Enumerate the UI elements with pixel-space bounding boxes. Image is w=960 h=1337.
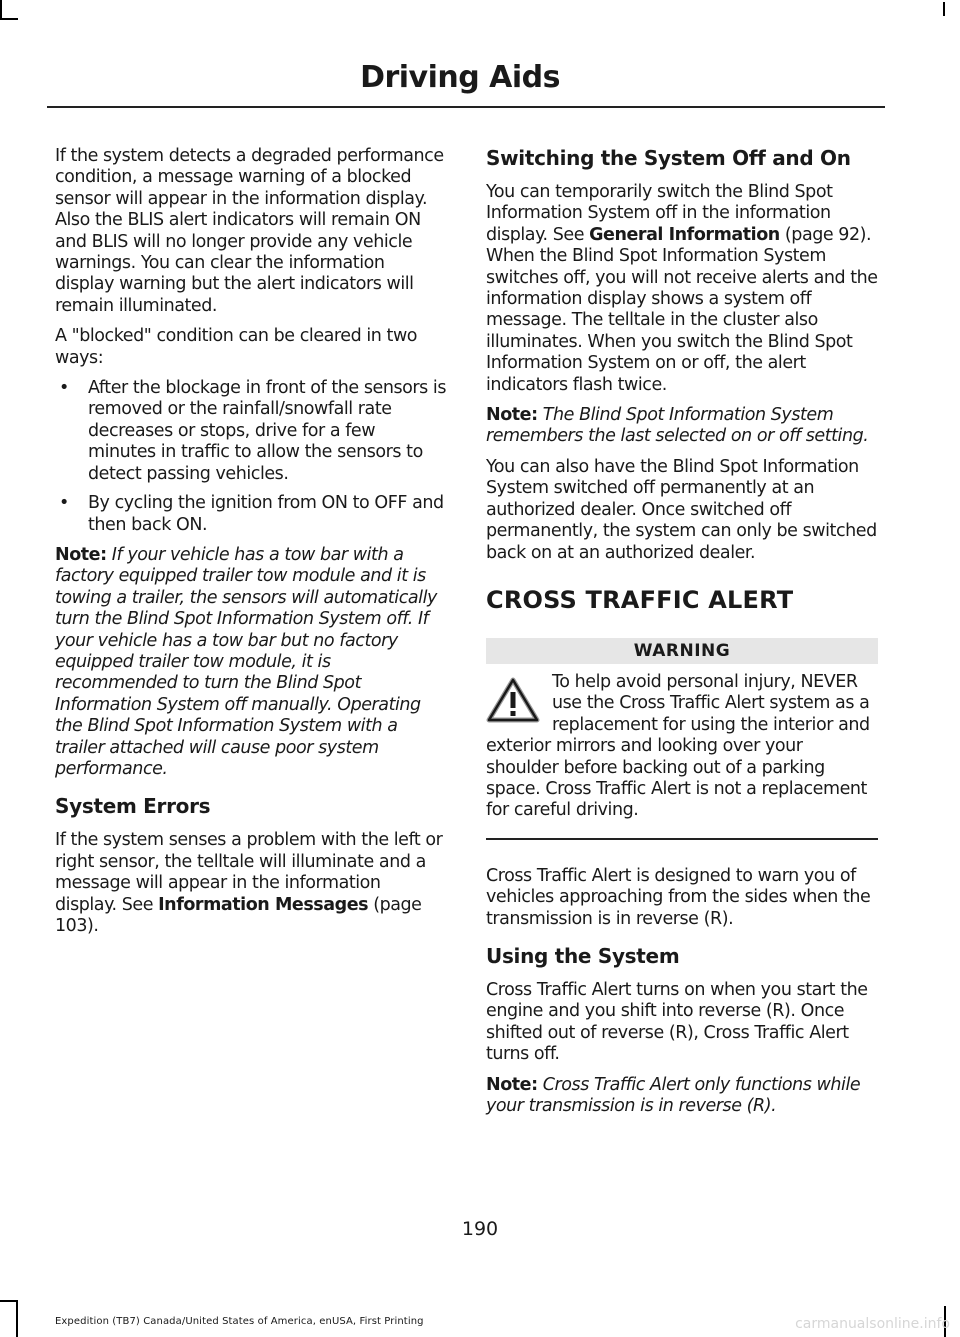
crop-mark (16, 1300, 18, 1337)
header-rule (47, 106, 885, 108)
bullet-icon: • (59, 493, 69, 514)
warning-rule (486, 838, 878, 840)
warning-body (486, 672, 878, 822)
note-text: The Blind Spot Information System remembers the last selected on or off setting. (486, 405, 869, 447)
note-text: Cross Traffic Alert only functions while your transmission is in reverse (R). (486, 1074, 861, 1116)
note-text: If your vehicle has a tow bar with a factory equipped trailer tow module and it is towing a trailer, the sensors will automatically turn the Blind Spot Information System off. If your vehicle has a tow bar but no factory equipped trailer tow module, it is recommended to turn the Blind Spot Information System off manually. Operating the Blind Spot Information System with a trailer attached will cause poor system performance. (55, 544, 437, 779)
footer-text: Expedition (TB7) Canada/United States of America, enUSA, First Printing (55, 1316, 424, 1327)
note-reverse (486, 1075, 878, 1118)
paragraph-switching: You can temporarily switch the Blind Spot Information System off in the information display. See General Information (page 92). When the Blind Spot Information System switches off, you will not receive alerts and the information display shows a system off message. The telltale in the cluster also illuminates. When you switch the Blind Spot Information System on or off, the alert indicators flash twice. (486, 182, 878, 395)
watermark: carmanualsonline.info (795, 1316, 950, 1332)
page-title: Driving Aids (360, 60, 560, 95)
bullet-icon: • (59, 378, 69, 399)
crop-mark (943, 2, 945, 16)
crop-mark (0, 0, 2, 18)
warning-triangle-icon (486, 676, 540, 724)
heading-system-errors: System Errors (55, 794, 211, 819)
right-column (486, 146, 878, 1126)
list-item: • By cycling the ignition from ON to OFF and then back ON. (59, 493, 444, 535)
heading-using-system: Using the System (486, 943, 680, 968)
left-column (55, 146, 447, 946)
crop-mark (0, 18, 18, 20)
page-number: 190 (461, 1218, 499, 1240)
list-item: • After the blockage in front of the sensors is removed or the rainfall/snowfall rate decreases or stops, drive for a few minutes in traffic to allow the sensors to detect passing vehicles. (59, 378, 446, 484)
paragraph-degraded: If the system detects a degraded performance condition, a message warning of a blocked sensor will appear in the information display. Also the BLIS alert indicators will remain ON and BLIS will no longer provide any vehicle warnings. You can clear the information display warning but the alert indicators will remain illuminated. (55, 146, 444, 316)
paragraph-blocked: A "blocked" condition can be cleared in two ways: (55, 326, 418, 368)
paragraph-using: Cross Traffic Alert turns on when you start the engine and you shift into reverse (R). Once shifted out of reverse (R), Cross Traffic Alert turns off. (486, 979, 868, 1065)
note-label: Note: (486, 405, 538, 426)
note-tow-bar (55, 545, 447, 780)
heading-cross-traffic-alert: CROSS TRAFFIC ALERT (486, 585, 794, 614)
note-label: Note: (486, 1074, 538, 1095)
warning-text: To help avoid personal injury, NEVER use the Cross Traffic Alert system as a replacement for using the interior and exterior mirrors and looking over your shoulder before backing out of a parking space. Cross Traffic Alert is not a replacement for careful driving. (486, 671, 870, 821)
paragraph-cta-description: Cross Traffic Alert is designed to warn you of vehicles approaching from the sides when the transmission is in reverse (R). (486, 865, 871, 929)
paragraph-errors: If the system senses a problem with the left or right sensor, the telltale will illuminate and a message will appear in the information display. See Information Messages (page 103). (55, 830, 443, 936)
paragraph-permanent: You can also have the Blind Spot Information System switched off permanently at an authorized dealer. Once switched off permanently, the system can only be switched back on at an authorized dealer. (486, 456, 877, 563)
bullet-list (55, 378, 447, 536)
crop-mark (0, 1300, 16, 1302)
note-remembers (486, 405, 878, 448)
heading-switching: Switching the System Off and On (486, 146, 851, 170)
link-general-information[interactable]: General Information (589, 224, 780, 245)
warning-header: WARNING (486, 638, 878, 664)
link-information-messages[interactable]: Information Messages (158, 894, 369, 915)
note-label: Note: (55, 544, 107, 565)
